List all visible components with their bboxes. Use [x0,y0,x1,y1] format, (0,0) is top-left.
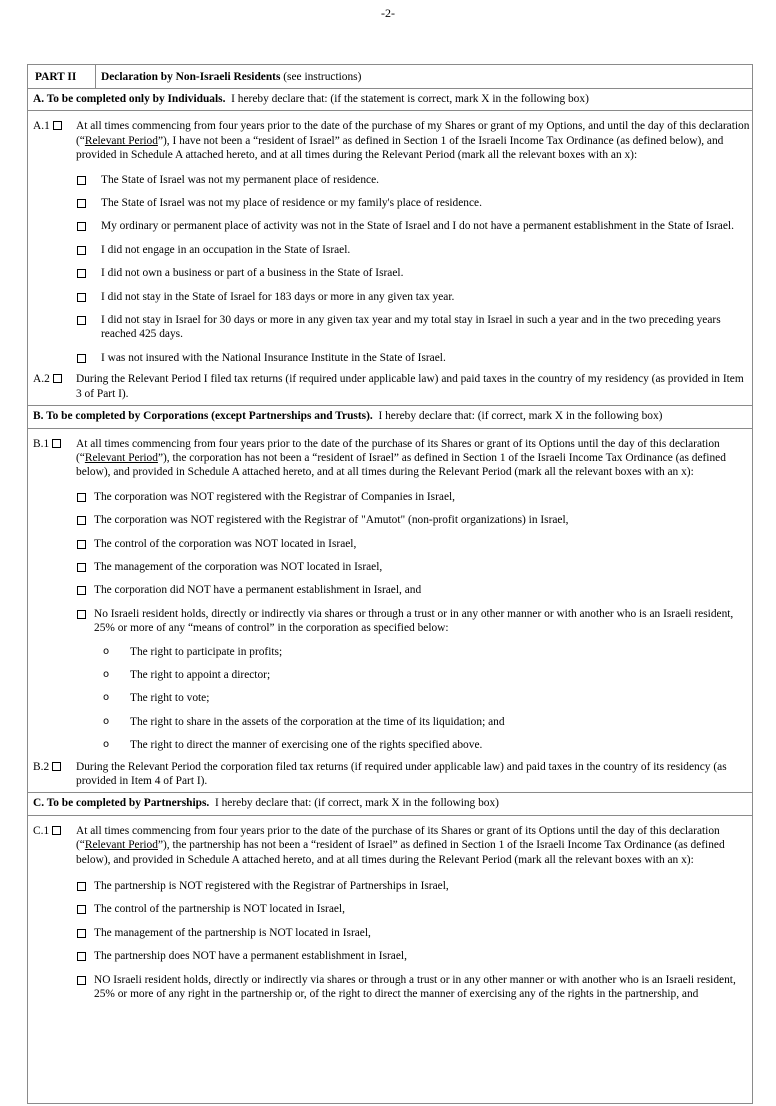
c-item [28,949,752,963]
a-item-text: The State of Israel was not my place of residence or my family's place of residence. [101,197,482,210]
c-item-text: The control of the partnership is NOT located in Israel, [94,903,345,916]
b-item-text: The corporation was NOT registered with the Registrar of "Amutot" (non-profit organizations) in Israel, [94,514,569,527]
b-item-checkbox[interactable] [77,563,86,572]
item-b1-text-before: At all times commencing from four years prior to the date of the purchase of its Shares or grant of its Options until the day of this declaration (“ [76,437,720,464]
c-item-text: NO Israeli resident holds, directly or indirectly via shares or through a trust or in any other manner or with another who is an Israeli resident, 25% or more of any right in the partnership or, of the right to direct the manner of exercising any of the rights in the partnership, and [94,973,736,1001]
a-item-checkbox[interactable] [77,222,86,231]
bullet-marker: o [103,715,110,727]
item-a2-label-wrap [33,372,62,386]
b-item [28,560,752,574]
b-item [28,537,752,551]
section-c-title: C. To be completed by Partnerships. [33,797,210,810]
part-title-cell [96,65,361,88]
item-a1-text-after: ”), I have not been a “resident of Israel” as defined in Section 1 of the Israeli Income Tax Ordinance (as defined below), and provided in Schedule A attached hereto, and at all times during the Relevant Period (mark all the relevant boxes with an x): [76,134,724,162]
a-item-checkbox[interactable] [77,176,86,185]
item-c1-text-after: ”), the partnership has not been a “resident of Israel” as defined in Section 1 of the Israeli Income Tax Ordinance (as defined below), and provided in Schedule A attached hereto, and at all times during the Relevant Period (mark all the relevant boxes with an x): [76,839,725,866]
a-item-text: The State of Israel was not my permanent place of residence. [101,173,380,186]
item-c1-defined-term: Relevant Period [84,839,158,852]
c-item [28,902,752,916]
a-item-text: My ordinary or permanent place of activity was not in the State of Israel and I do not have a permanent establishment in the State of Israel. [101,220,734,233]
section-a-body [28,111,752,406]
part-header [28,65,752,89]
item-a1-label: A.1 [33,120,50,133]
item-a1-checkbox[interactable] [53,121,62,130]
c-item-text: The management of the partnership is NOT located in Israel, [94,926,371,939]
a-item-checkbox[interactable] [77,316,86,325]
item-a1-label-wrap [33,119,62,133]
part-title: Declaration by Non-Israeli Residents [101,71,281,83]
means-of-control-text: The right to appoint a director; [130,668,271,681]
page-number: -2- [381,6,395,20]
a-item-text: I did not own a business or part of a business in the State of Israel. [101,267,404,280]
declaration-form [27,64,753,1104]
b-item [28,490,752,504]
section-b-body [28,429,752,794]
section-c-instruction: I hereby declare that: (if correct, mark X in the following box) [214,797,499,810]
bullet-marker: o [103,692,110,704]
a-item-checkbox[interactable] [77,269,86,278]
means-of-control-item [28,645,752,659]
a-item [28,290,752,304]
item-a2-text: During the Relevant Period I filed tax returns (if required under applicable law) and paid taxes in the country of my residency (as provided in Item 3 of Part I). [76,373,744,400]
b-item-text: The corporation was NOT registered with the Registrar of Companies in Israel, [94,490,456,503]
means-of-control-item [28,691,752,705]
a-item [28,266,752,280]
b-item-text: No Israeli resident holds, directly or indirectly via shares or through a trust or in any other manner or with another who is an Israeli resident, 25% or more of any “means of control” in the corporation as specified below: [94,607,734,635]
means-of-control-item [28,668,752,682]
a-item [28,313,752,342]
item-b2-label: B.2 [33,760,50,773]
b-item-text: The corporation did NOT have a permanent establishment in Israel, and [94,584,422,597]
section-a-header [28,89,752,111]
b-item-checkbox[interactable] [77,540,86,549]
c-item-checkbox[interactable] [77,929,86,938]
bullet-marker: o [103,739,110,751]
c-item-checkbox[interactable] [77,882,86,891]
section-a-title: A. To be completed only by Individuals. [33,93,226,105]
bullet-marker: o [103,645,110,657]
item-a1-defined-term: Relevant Period [84,134,158,147]
section-a-instruction: I hereby declare that: (if the statement is correct, mark X in the following box) [231,93,589,105]
b-item-text: The control of the corporation was NOT located in Israel, [94,537,357,550]
item-c1-label-wrap [33,824,61,838]
item-b1-label: B.1 [33,437,50,450]
c-item-checkbox[interactable] [77,905,86,914]
b-item-checkbox[interactable] [77,610,86,619]
means-of-control-item [28,738,752,752]
means-of-control-item [28,715,752,729]
a-item [28,219,752,233]
a-item [28,196,752,210]
item-c1-checkbox[interactable] [52,826,61,835]
item-b1-label-wrap [33,437,61,451]
item-c1-label: C.1 [33,824,50,837]
b-item-text: The management of the corporation was NOT located in Israel, [94,560,383,573]
a-item [28,173,752,187]
section-b-header [28,406,752,428]
b-item [28,513,752,527]
a-item-text: I was not insured with the National Insurance Institute in the State of Israel. [101,351,446,364]
item-a2-checkbox[interactable] [53,374,62,383]
a-item [28,351,752,365]
a-item-text: I did not stay in the State of Israel for 183 days or more in any given tax year. [101,290,455,303]
means-of-control-text: The right to vote; [130,692,210,705]
a-item-checkbox[interactable] [77,246,86,255]
means-of-control-text: The right to participate in profits; [130,645,283,658]
section-b-title: B. To be completed by Corporations (except Partnerships and Trusts). [33,410,373,423]
a-item-checkbox[interactable] [77,199,86,208]
c-item-text: The partnership does NOT have a permanent establishment in Israel, [94,950,407,963]
item-b2-checkbox[interactable] [52,762,61,771]
a-item [28,243,752,257]
item-a2 [28,372,752,401]
b-item [28,583,752,597]
b-item-checkbox[interactable] [77,493,86,502]
section-c-body [28,816,752,1006]
c-item [28,879,752,893]
item-b1-defined-term: Relevant Period [84,451,158,464]
item-c1-text-before: At all times commencing from four years prior to the date of the purchase of its Shares or grant of its Options until the day of this declaration (“ [76,824,720,852]
b-item [28,607,752,636]
means-of-control-text: The right to direct the manner of exercising one of the rights specified above. [130,739,483,752]
section-c-header [28,793,752,815]
item-b1 [28,437,752,480]
b-item-checkbox[interactable] [77,586,86,595]
item-c1 [28,824,752,867]
item-b2-text: During the Relevant Period the corporation filed tax returns (if required under applicable law) and paid taxes in the country of its residency (as provided in Item 4 of Part I). [76,760,727,787]
c-item [28,926,752,940]
a-item-text: I did not engage in an occupation in the State of Israel. [101,243,351,256]
c-item [28,973,752,1002]
c-item-checkbox[interactable] [77,976,86,985]
a-item-checkbox[interactable] [77,354,86,363]
item-a1-text-before: At all times commencing from four years prior to the date of the purchase of my Shares or grant of my Options, and until the day of this declaration (“ [76,120,750,147]
c-item-text: The partnership is NOT registered with the Registrar of Partnerships in Israel, [94,880,449,893]
section-b-instruction: I hereby declare that: (if correct, mark X in the following box) [378,410,663,423]
a-item-checkbox[interactable] [77,293,86,302]
item-b2-label-wrap [33,760,61,774]
part-title-note: (see instructions) [283,71,362,83]
means-of-control-text: The right to share in the assets of the corporation at the time of its liquidation; and [130,715,505,728]
item-b1-text-after: ”), the corporation has not been a “resident of Israel” as defined in Section 1 of the Israeli Income Tax Ordinance (as defined below), and provided in Schedule A attached hereto, and at all times during the Relevant Period (mark all the relevant boxes with an x): [76,451,726,479]
a-item-text: I did not stay in Israel for 30 days or more in any given tax year and my total stay in Israel in such a year and in the two preceding years reached 425 days. [101,314,721,341]
item-a2-label: A.2 [33,373,50,386]
b-item-checkbox[interactable] [77,516,86,525]
bullet-marker: o [103,668,110,680]
item-a1 [28,119,752,162]
item-b1-checkbox[interactable] [52,439,61,448]
c-item-checkbox[interactable] [77,952,86,961]
item-b2 [28,760,752,789]
part-label: PART II [28,65,96,88]
